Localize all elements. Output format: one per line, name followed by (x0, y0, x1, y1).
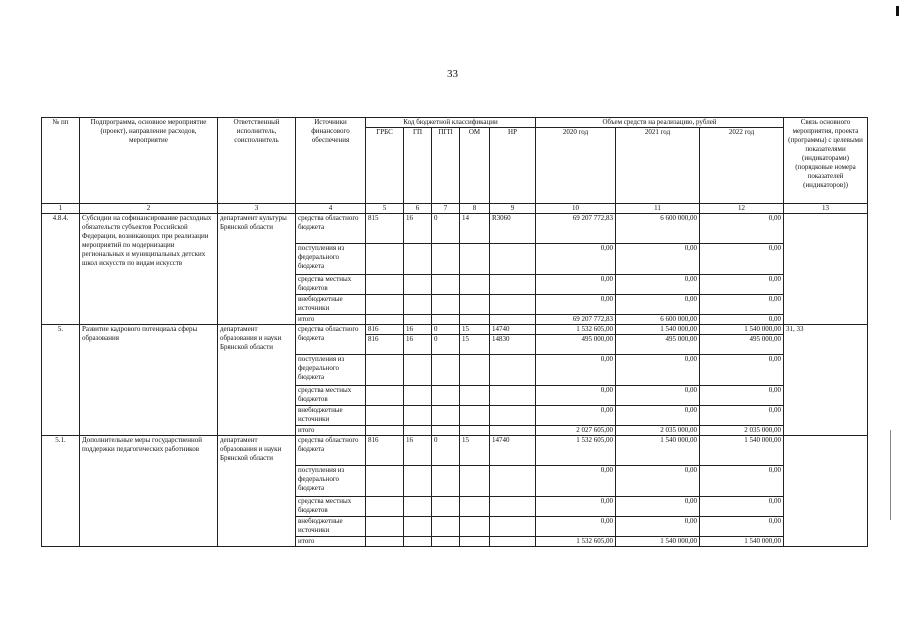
kbk-empty (490, 497, 536, 517)
kbk-empty (404, 244, 432, 275)
kbk-pgp: 0 (432, 335, 460, 355)
kbk-gp: 16 (404, 436, 432, 466)
kbk-empty (432, 466, 460, 497)
column-number: 7 (432, 204, 460, 214)
source-label: средства областного бюджета (296, 436, 366, 466)
kbk-empty (490, 275, 536, 295)
kbk-empty (432, 406, 460, 426)
kbk-empty (432, 244, 460, 275)
budget-table (41, 117, 868, 547)
kbk-empty (460, 275, 490, 295)
column-number-row (42, 204, 868, 214)
amount-2022: 0,00 (700, 386, 784, 406)
kbk-empty (432, 386, 460, 406)
kbk-empty (432, 275, 460, 295)
kbk-empty (404, 275, 432, 295)
header-program: Подпрограмма, основное мероприятие (проект), направление расходов, мероприятие (80, 118, 218, 204)
kbk-empty (460, 315, 490, 325)
row-number: 5.1. (42, 436, 80, 547)
kbk-empty (366, 275, 404, 295)
amount-2020: 0,00 (536, 355, 616, 386)
row-number: 4.8.4. (42, 214, 80, 325)
amount-2020: 0,00 (536, 497, 616, 517)
kbk-empty (432, 537, 460, 547)
kbk-om: 14 (460, 214, 490, 244)
column-number: 1 (42, 204, 80, 214)
kbk-empty (460, 517, 490, 537)
amount-2022: 1 540 000,00 (700, 537, 784, 547)
header-grbs: ГРБС (366, 128, 404, 204)
header-2021: 2021 год (616, 128, 700, 204)
source-label: внебюджетные источники (296, 517, 366, 537)
kbk-grbs: 816 (366, 335, 404, 355)
kbk-empty (490, 406, 536, 426)
source-label: внебюджетные источники (296, 406, 366, 426)
amount-2020: 1 532 605,00 (536, 325, 616, 335)
kbk-empty (490, 386, 536, 406)
column-number: 6 (404, 204, 432, 214)
source-label: поступления из федерального бюджета (296, 466, 366, 497)
amount-2022: 0,00 (700, 497, 784, 517)
kbk-empty (490, 355, 536, 386)
kbk-empty (404, 426, 432, 436)
header-responsible: Ответственный исполнитель, соисполнитель (218, 118, 296, 204)
kbk-empty (490, 244, 536, 275)
amount-2021: 1 540 000,00 (616, 325, 700, 335)
kbk-grbs: 816 (366, 436, 404, 466)
amount-2021: 6 600 000,00 (616, 315, 700, 325)
kbk-empty (432, 315, 460, 325)
column-number: 3 (218, 204, 296, 214)
kbk-gp: 16 (404, 214, 432, 244)
kbk-np: 14740 (490, 325, 536, 335)
kbk-empty (366, 295, 404, 315)
amount-2022: 0,00 (700, 295, 784, 315)
amount-2021: 0,00 (616, 466, 700, 497)
kbk-empty (432, 355, 460, 386)
indicator-link (784, 436, 868, 547)
kbk-empty (366, 244, 404, 275)
amount-2022: 2 035 000,00 (700, 426, 784, 436)
column-number: 4 (296, 204, 366, 214)
kbk-empty (460, 295, 490, 315)
amount-2022: 1 540 000,00 (700, 325, 784, 335)
kbk-empty (460, 244, 490, 275)
header-pgp: ПГП (432, 128, 460, 204)
amount-2022: 0,00 (700, 466, 784, 497)
source-label: средства областного бюджета (296, 325, 366, 355)
responsible-executor: департамент образования и науки Брянской области (218, 436, 296, 547)
kbk-empty (460, 426, 490, 436)
amount-2020: 0,00 (536, 386, 616, 406)
header-2020: 2020 год (536, 128, 616, 204)
indicator-link (784, 214, 868, 325)
amount-2021: 0,00 (616, 295, 700, 315)
column-number: 10 (536, 204, 616, 214)
kbk-empty (404, 355, 432, 386)
responsible-executor: департамент образования и науки Брянской области (218, 325, 296, 436)
kbk-empty (460, 406, 490, 426)
kbk-om: 15 (460, 436, 490, 466)
program-name: Развитие кадрового потенциала сферы образования (80, 325, 218, 436)
kbk-empty (460, 355, 490, 386)
amount-2020: 0,00 (536, 406, 616, 426)
kbk-empty (404, 497, 432, 517)
kbk-empty (404, 386, 432, 406)
column-number: 13 (784, 204, 868, 214)
kbk-empty (404, 295, 432, 315)
kbk-empty (366, 406, 404, 426)
amount-2021: 0,00 (616, 355, 700, 386)
amount-2020: 495 000,00 (536, 335, 616, 355)
source-label: итого (296, 537, 366, 547)
amount-2021: 2 035 000,00 (616, 426, 700, 436)
table-body (42, 214, 868, 547)
column-number: 12 (700, 204, 784, 214)
amount-2022: 0,00 (700, 315, 784, 325)
kbk-empty (366, 537, 404, 547)
corner-mark (896, 6, 899, 16)
amount-2021: 6 600 000,00 (616, 214, 700, 244)
kbk-np: 14830 (490, 335, 536, 355)
amount-2020: 69 207 772,83 (536, 315, 616, 325)
kbk-pgp: 0 (432, 436, 460, 466)
amount-2022: 0,00 (700, 214, 784, 244)
header-volume: Объем средств на реализацию, рублей (536, 118, 784, 128)
kbk-empty (490, 466, 536, 497)
source-label: итого (296, 315, 366, 325)
kbk-empty (366, 355, 404, 386)
table-row (42, 325, 868, 335)
source-label: внебюджетные источники (296, 295, 366, 315)
column-number: 8 (460, 204, 490, 214)
amount-2022: 495 000,00 (700, 335, 784, 355)
amount-2020: 0,00 (536, 295, 616, 315)
kbk-om: 15 (460, 325, 490, 335)
kbk-pgp: 0 (432, 325, 460, 335)
amount-2021: 0,00 (616, 517, 700, 537)
header-num: № пп (42, 118, 80, 204)
amount-2022: 0,00 (700, 244, 784, 275)
kbk-empty (404, 537, 432, 547)
amount-2020: 1 532 605,00 (536, 537, 616, 547)
header-link: Связь основного мероприятия, проекта (программы) с целевыми показателями (индикаторами) (порядковые номера показателей (индикаторов)) (784, 118, 868, 204)
header-np: НР (490, 128, 536, 204)
kbk-empty (366, 386, 404, 406)
column-number: 11 (616, 204, 700, 214)
page-number: 33 (447, 68, 458, 80)
source-label: поступления из федерального бюджета (296, 355, 366, 386)
kbk-pgp: 0 (432, 214, 460, 244)
source-label: итого (296, 426, 366, 436)
indicator-link: 31, 33 (784, 325, 868, 436)
kbk-np: R3060 (490, 214, 536, 244)
kbk-empty (432, 426, 460, 436)
column-number: 5 (366, 204, 404, 214)
kbk-empty (460, 386, 490, 406)
kbk-empty (490, 295, 536, 315)
kbk-empty (404, 466, 432, 497)
kbk-empty (432, 497, 460, 517)
header-sources: Источники финансового обеспечения (296, 118, 366, 204)
header-2022: 2022 год (700, 128, 784, 204)
kbk-gp: 16 (404, 335, 432, 355)
program-name: Субсидии на софинансирование расходных обязательств субъектов Российской Федерации, возникающих при реализации мероприятий по модернизации региональных и муниципальных детских школ искусств по видам искусств (80, 214, 218, 325)
kbk-empty (432, 517, 460, 537)
kbk-empty (460, 466, 490, 497)
amount-2020: 0,00 (536, 244, 616, 275)
amount-2021: 1 540 000,00 (616, 537, 700, 547)
amount-2020: 69 207 772,83 (536, 214, 616, 244)
amount-2021: 0,00 (616, 386, 700, 406)
kbk-gp: 16 (404, 325, 432, 335)
kbk-empty (490, 537, 536, 547)
amount-2022: 1 540 000,00 (700, 436, 784, 466)
amount-2020: 0,00 (536, 275, 616, 295)
source-label: средства областного бюджета (296, 214, 366, 244)
header-row (42, 118, 868, 128)
table-row (42, 436, 868, 466)
amount-2022: 0,00 (700, 355, 784, 386)
amount-2022: 0,00 (700, 517, 784, 537)
amount-2022: 0,00 (700, 275, 784, 295)
kbk-empty (366, 466, 404, 497)
header-om: ОМ (460, 128, 490, 204)
amount-2021: 0,00 (616, 244, 700, 275)
amount-2021: 0,00 (616, 497, 700, 517)
kbk-empty (366, 315, 404, 325)
amount-2020: 0,00 (536, 466, 616, 497)
column-number: 2 (80, 204, 218, 214)
amount-2020: 2 027 605,00 (536, 426, 616, 436)
table-row (42, 214, 868, 244)
source-label: поступления из федерального бюджета (296, 244, 366, 275)
amount-2021: 495 000,00 (616, 335, 700, 355)
amount-2020: 0,00 (536, 517, 616, 537)
source-label: средства местных бюджетов (296, 386, 366, 406)
kbk-empty (366, 426, 404, 436)
kbk-empty (404, 406, 432, 426)
kbk-empty (490, 517, 536, 537)
program-name: Дополнительные меры государственной поддержки педагогических работников (80, 436, 218, 547)
source-label: средства местных бюджетов (296, 497, 366, 517)
kbk-empty (490, 315, 536, 325)
kbk-grbs: 815 (366, 214, 404, 244)
amount-2020: 1 532 605,00 (536, 436, 616, 466)
amount-2021: 1 540 000,00 (616, 436, 700, 466)
amount-2021: 0,00 (616, 275, 700, 295)
kbk-empty (490, 426, 536, 436)
kbk-empty (460, 537, 490, 547)
kbk-empty (366, 517, 404, 537)
kbk-empty (366, 497, 404, 517)
kbk-om: 15 (460, 335, 490, 355)
kbk-np: 14740 (490, 436, 536, 466)
row-number: 5. (42, 325, 80, 436)
kbk-empty (404, 517, 432, 537)
kbk-empty (460, 497, 490, 517)
kbk-empty (432, 295, 460, 315)
kbk-grbs: 816 (366, 325, 404, 335)
column-number: 9 (490, 204, 536, 214)
responsible-executor: департамент культуры Брянской области (218, 214, 296, 325)
header-kbk: Код бюджетной классификации (366, 118, 536, 128)
amount-2022: 0,00 (700, 406, 784, 426)
header-gp: ГП (404, 128, 432, 204)
source-label: средства местных бюджетов (296, 275, 366, 295)
scan-edge-line (890, 430, 891, 520)
kbk-empty (404, 315, 432, 325)
amount-2021: 0,00 (616, 406, 700, 426)
